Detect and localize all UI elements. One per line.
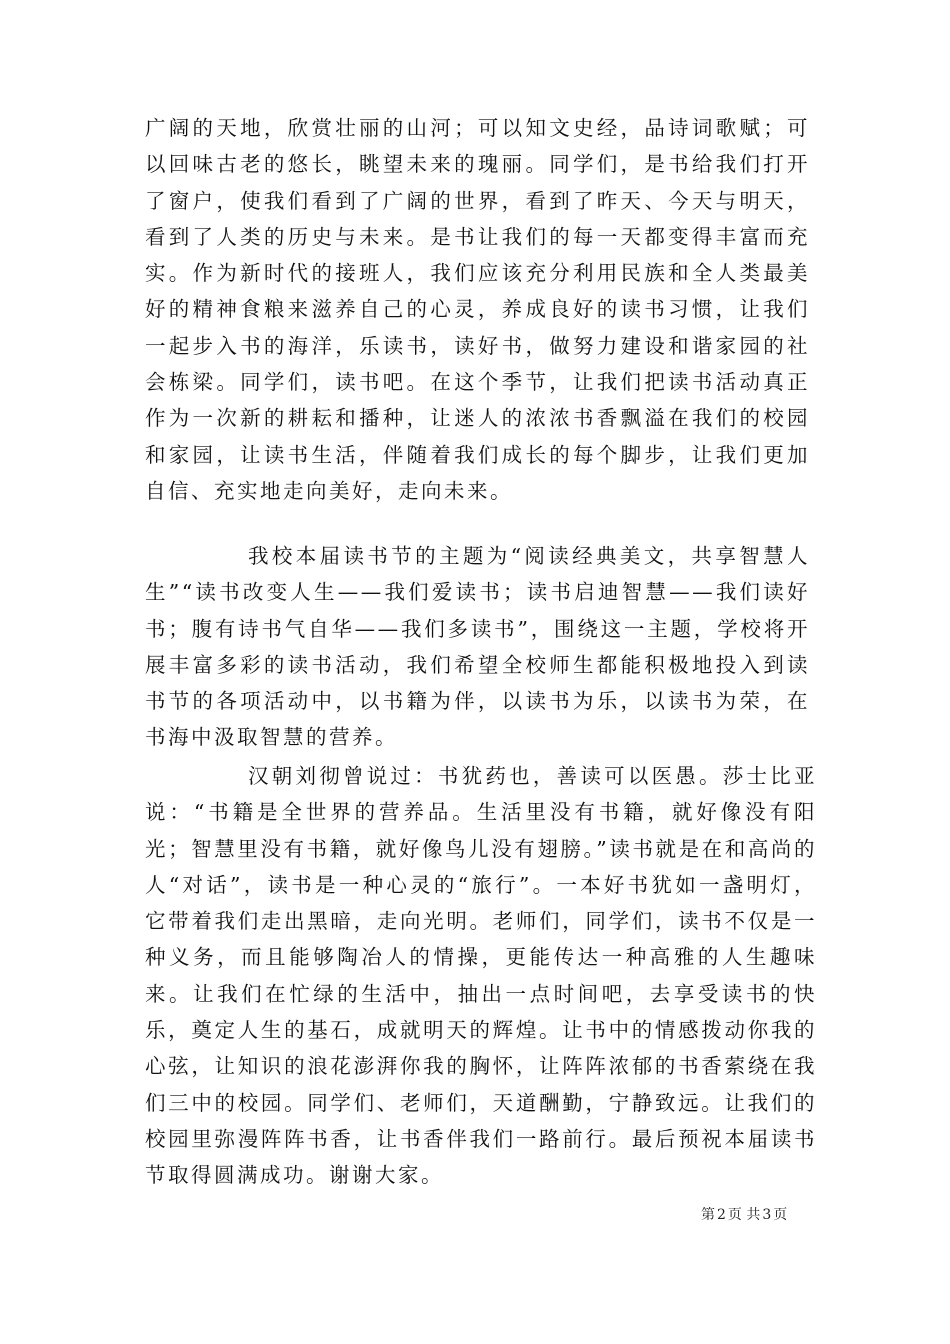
page-number-footer — [700, 1204, 788, 1224]
page-mid-text: 页 共 — [727, 1207, 761, 1223]
paragraph-3: 汉朝刘彻曾说过：书犹药也，善读可以医愚。莎士比亚说：“书籍是全世界的营养品。生活里没有书籍，就好像没有阳光；智慧里没有书籍，就好像鸟儿没有翅膀。”读书就是在和高尚的人“对话”，读书是一种心灵的“旅行”。一本好书犹如一盏明灯，它带着我们走出黑暗，走向光明。老师们，同学们，读书不仅是一种义务，而且能够陶冶人的情操，更能传达一种高雅的人生趣味来。让我们在忙绿的生活中，抽出一点时间吧，去享受读书的快乐，奠定人生的基石，成就明天的辉煌。让书中的情感拨动你我的心弦，让知识的浪花澎湃你我的胸怀，让阵阵浓郁的书香萦绕在我们三中的校园。同学们、老师们，天道酬勤，宁静致远。让我们的校园里弥漫阵阵书香，让书香伴我们一路前行。最后预祝本届读书节取得圆满成功。谢谢大家。 — [145, 764, 817, 1188]
paragraph-1: 广阔的天地，欣赏壮丽的山河；可以知文史经，品诗词歌赋；可以回味古老的悠长，眺望未来的瑰丽。同学们，是书给我们打开了窗户，使我们看到了广阔的世界，看到了昨天、今天与明天，看到了人类的历史与未来。是书让我们的每一天都变得丰富而充实。作为新时代的接班人，我们应该充分利用民族和全人类最美好的精神食粮来滋养自己的心灵，养成良好的读书习惯，让我们一起步入书的海洋，乐读书，读好书，做努力建设和谐家园的社会栋梁。同学们，读书吧。在这个季节，让我们把读书活动真正作为一次新的耕耘和播种，让迷人的浓浓书香飘溢在我们的校园和家园，让读书生活，伴随着我们成长的每个脚步，让我们更加自信、充实地走向美好，走向未来。 — [145, 116, 810, 503]
current-page-number: 2 — [717, 1207, 726, 1223]
page-suffix: 页 — [773, 1207, 788, 1223]
page-prefix: 第 — [701, 1207, 715, 1223]
paragraph-2: 我校本届读书节的主题为“阅读经典美文，共享智慧人生”“读书改变人生——我们爱读书；读书启迪智慧——我们读好书；腹有诗书气自华——我们多读书”，围绕这一主题，学校将开展丰富多彩的读书活动，我们希望全校师生都能积极地投入到读书节的各项活动中，以书籍为伴，以读书为乐，以读书为荣，在书海中汲取智慧的营养。 — [145, 544, 810, 750]
total-pages-number: 3 — [762, 1207, 772, 1223]
